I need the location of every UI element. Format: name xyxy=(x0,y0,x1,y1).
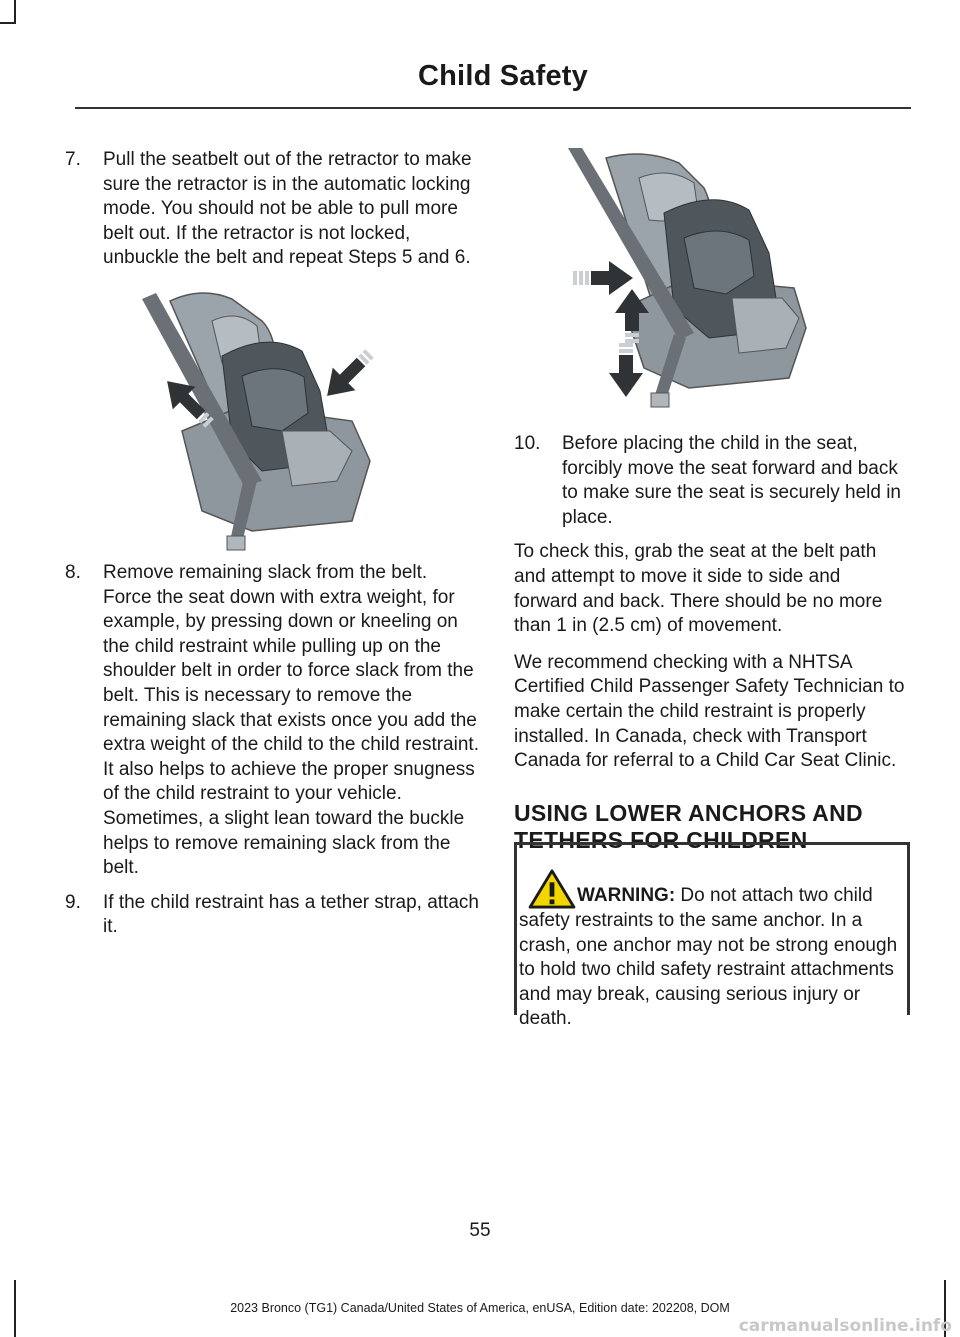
crop-mark xyxy=(0,22,16,24)
paragraph-check-seat: To check this, grab the seat at the belt path and attempt to move it side to side and forward and back. There should be no more than 1 in (2.5 cm) of movement. xyxy=(514,541,883,637)
step-7 xyxy=(52,148,480,271)
child-seat-push-pull-illustration xyxy=(514,148,908,418)
step-number: 8. xyxy=(65,561,81,583)
step-text: Remove remaining slack from the belt. Force the seat down with extra weight, for example, by pressing down or kneeling on the child restraint while pulling up on the shoulder belt in order to force slack from the belt. This is necessary to remove the remaining slack that exists once you add the extra weight of the child to the child restraint. It also helps to achieve the proper snugness of the child restraint to your vehicle. Sometimes, a slight lean toward the buckle helps to remove remaining slack from the belt. xyxy=(103,561,479,879)
step-10 xyxy=(514,432,908,530)
step-text: Before placing the child in the seat, forcibly move the seat forward and back to make sure the seat is securely held in place. xyxy=(562,433,902,528)
warning-text: Do not attach two child safety restraints to the same anchor. In a crash, one anchor may not be strong enough to hold two child safety restraint attachments and may break, causing serious injury or death. xyxy=(519,885,898,1030)
step-number: 10. xyxy=(514,433,541,454)
page-number: 55 xyxy=(469,1220,491,1241)
warning-triangle-icon xyxy=(527,869,577,909)
step-text: If the child restraint has a tether strap, attach it. xyxy=(103,891,479,938)
warning-content xyxy=(519,869,903,1032)
left-column xyxy=(52,148,480,950)
step-9 xyxy=(52,891,480,940)
child-seat-belt-tension-illustration xyxy=(52,281,480,551)
step-text: Pull the seatbelt out of the retractor to make sure the retractor is in the automatic locking mode. You should not be able to pull more belt out. If the retractor is not locked, unbuckle the belt and repeat Steps 5 and 6. xyxy=(103,149,472,269)
step-number: 9. xyxy=(65,891,81,913)
crop-mark xyxy=(14,0,16,23)
page-title: Child Safety xyxy=(418,60,588,92)
right-column xyxy=(514,148,908,854)
paragraph-recommendation: We recommend checking with a NHTSA Certified Child Passenger Safety Technician to make certain the child restraint is properly installed. In Canada, check with Transport Canada for referral to a Child Car Seat Clinic. xyxy=(514,651,905,772)
footer-edition: 2023 Bronco (TG1) Canada/United States of America, enUSA, Edition date: 202208, DOM xyxy=(230,1301,730,1315)
section-heading: USING LOWER ANCHORS AND TETHERS FOR CHILDREN xyxy=(514,799,863,853)
header-divider xyxy=(75,107,911,109)
warning-box xyxy=(514,842,910,1030)
watermark: carmanualsonline.info xyxy=(738,1316,952,1336)
step-number: 7. xyxy=(65,149,81,170)
step-8 xyxy=(52,561,480,881)
warning-label: WARNING: xyxy=(577,885,676,906)
